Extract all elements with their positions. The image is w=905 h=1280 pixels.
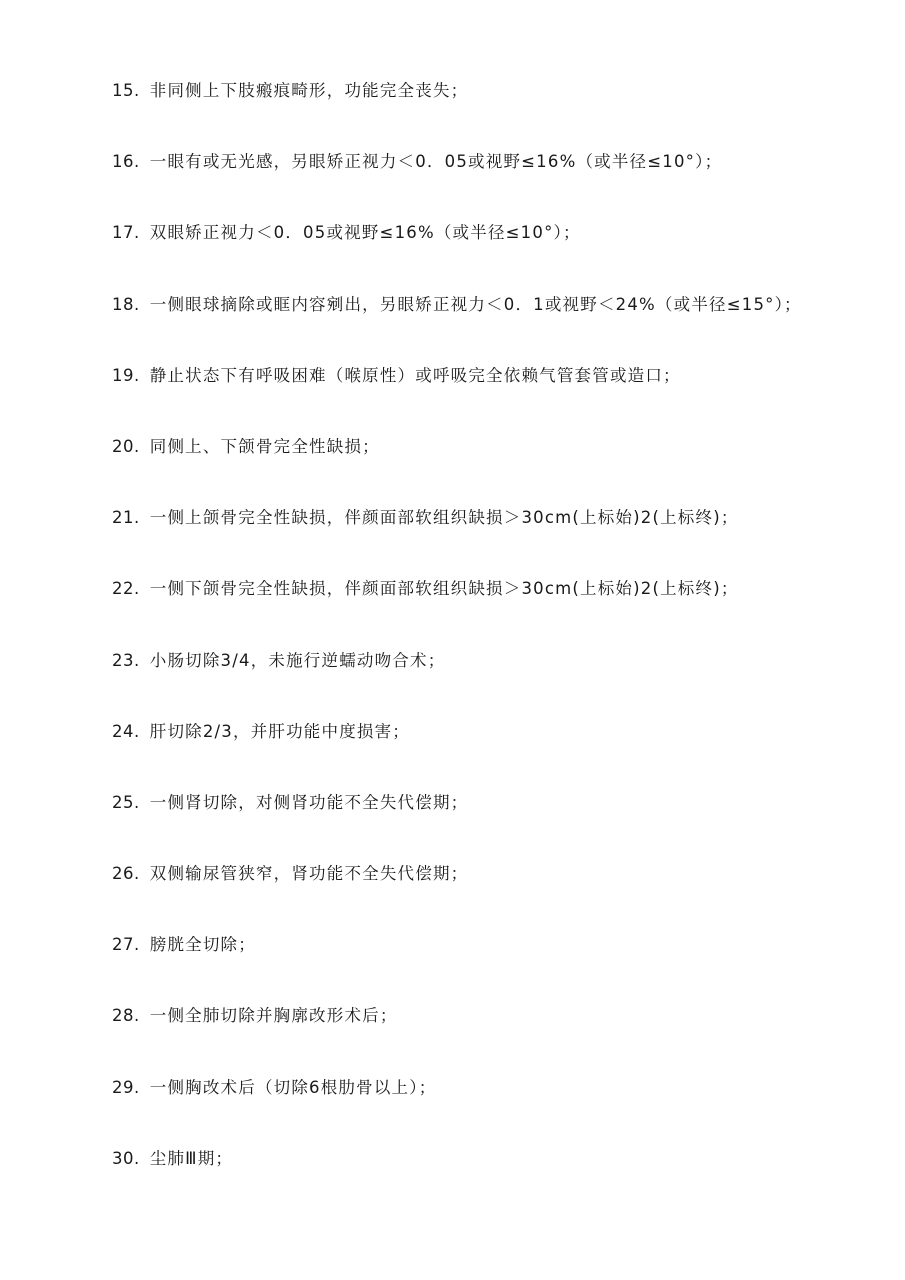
item-number: 23 . bbox=[112, 648, 140, 674]
item-number: 20 . bbox=[112, 434, 140, 460]
list-item bbox=[112, 434, 882, 505]
list-item bbox=[112, 1075, 882, 1146]
list-item bbox=[112, 505, 882, 576]
item-text: 静止状态下有呼吸困难（喉原性）或呼吸完全依赖气管套管或造口； bbox=[149, 365, 681, 385]
item-number: 27 . bbox=[112, 932, 140, 958]
item-number: 24 . bbox=[112, 719, 140, 745]
list-item bbox=[112, 363, 882, 434]
list-item bbox=[112, 1146, 882, 1217]
item-text: 一侧全肺切除并胸廓改形术后； bbox=[149, 1006, 398, 1026]
item-number: 28 . bbox=[112, 1003, 140, 1029]
item-text: 膀胱全切除； bbox=[149, 935, 256, 955]
list-item bbox=[112, 576, 882, 647]
item-number: 26 . bbox=[112, 861, 140, 887]
item-text: 一侧上颌骨完全性缺损，伴颜面部软组织缺损＞30cm(上标始)2(上标终)； bbox=[149, 508, 739, 528]
list-item bbox=[112, 220, 882, 291]
item-number: 30 . bbox=[112, 1146, 140, 1172]
list-item bbox=[112, 78, 882, 149]
list-item bbox=[112, 292, 882, 363]
item-text: 小肠切除3/4，未施行逆蠕动吻合术； bbox=[149, 650, 446, 670]
item-number: 21 . bbox=[112, 505, 140, 531]
item-text: 一侧胸改术后（切除6根肋骨以上）； bbox=[149, 1077, 437, 1097]
item-text: 同侧上、下颌骨完全性缺损； bbox=[149, 436, 380, 456]
disability-criteria-list bbox=[112, 78, 882, 1217]
list-item bbox=[112, 790, 882, 861]
item-text: 一眼有或无光感，另眼矫正视力＜0．05或视野≤16%（或半径≤10°）； bbox=[149, 152, 723, 172]
list-item bbox=[112, 149, 882, 220]
item-text: 尘肺Ⅲ期； bbox=[149, 1148, 234, 1168]
item-text: 一侧肾切除，对侧肾功能不全失代偿期； bbox=[149, 792, 469, 812]
list-item bbox=[112, 932, 882, 1003]
item-number: 25 . bbox=[112, 790, 140, 816]
list-item bbox=[112, 1003, 882, 1074]
item-text: 双侧输尿管狭窄，肾功能不全失代偿期； bbox=[149, 864, 469, 884]
item-number: 17 . bbox=[112, 220, 140, 246]
item-text: 一侧眼球摘除或眶内容剜出，另眼矫正视力＜0．1或视野＜24%（或半径≤15°）； bbox=[149, 294, 802, 314]
list-item bbox=[112, 719, 882, 790]
item-number: 15 . bbox=[112, 78, 140, 104]
item-text: 非同侧上下肢瘢痕畸形，功能完全丧失； bbox=[149, 81, 469, 100]
item-number: 16 . bbox=[112, 149, 140, 175]
item-number: 29 . bbox=[112, 1075, 140, 1101]
list-item bbox=[112, 861, 882, 932]
list-item bbox=[112, 648, 882, 719]
item-number: 19 . bbox=[112, 363, 140, 389]
item-number: 22 . bbox=[112, 576, 140, 602]
item-text: 肝切除2/3，并肝功能中度损害； bbox=[149, 721, 411, 741]
item-number: 18 . bbox=[112, 292, 140, 318]
item-text: 双眼矫正视力＜0．05或视野≤16%（或半径≤10°）； bbox=[149, 223, 581, 243]
item-text: 一侧下颌骨完全性缺损，伴颜面部软组织缺损＞30cm(上标始)2(上标终)； bbox=[149, 579, 739, 599]
